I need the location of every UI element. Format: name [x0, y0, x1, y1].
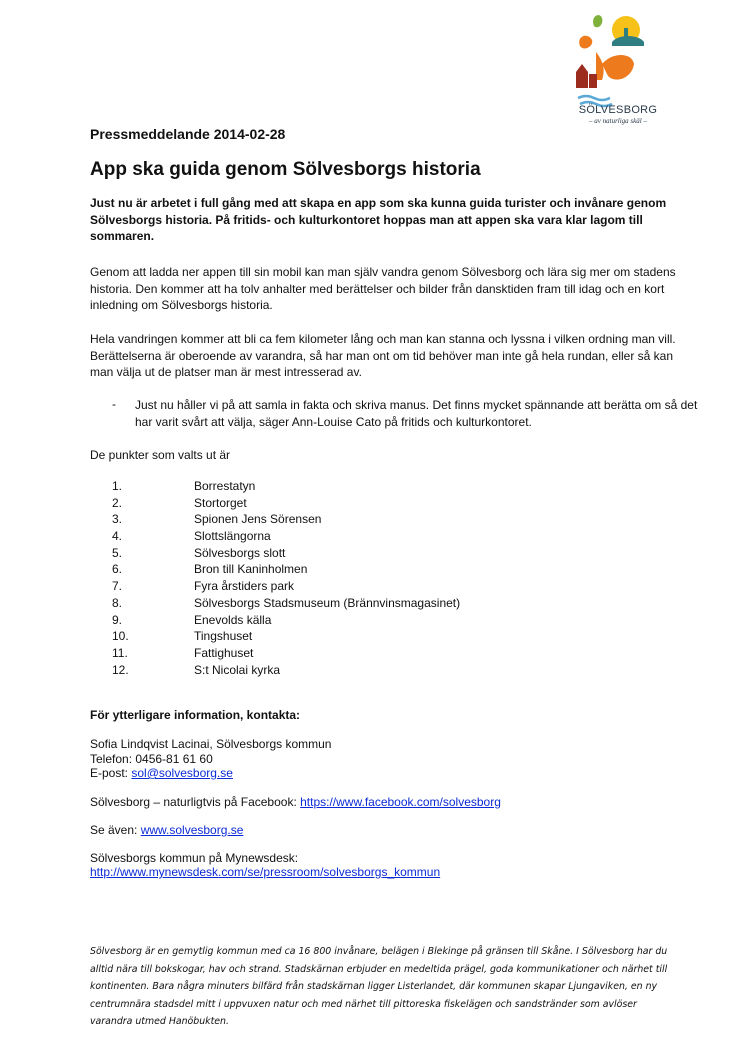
list-item-text: Spionen Jens Sörensen: [194, 512, 322, 527]
list-item-number: 12.: [112, 662, 129, 677]
quote-dash: -: [112, 397, 116, 411]
list-item-text: Enevolds källa: [194, 612, 272, 627]
list-item-number: 6.: [112, 562, 123, 577]
footer-about-text: Sölvesborg är en gemytlig kommun med ca 16 800 invånare, belägen i Blekinge på gränsen till Skåne. I Sölvesborg har du alltid nära till bokskogar, hav och strand. Stadskärnan erbjuder en medeltida prägel, goda kommunikationer och närhet till kontinenten. Bara några minuters bilfärd från stadskärnan ligger Listerlandet, där kommunen skapar Ljungaviken, en ny centrumnära stadsdel mitt i uppvuxen natur och med närhet till pittoreska fiskelägen och sandstränder som avlöser varandra utmed Hanöbukten.: [90, 946, 668, 1027]
list-intro: De punkter som valts ut är: [90, 448, 231, 462]
see-also-label: Se även:: [90, 823, 141, 837]
facebook-line: [90, 794, 501, 810]
list-item-number: 10.: [112, 629, 129, 644]
list-item-number: 7.: [112, 579, 123, 594]
list-item-number: 5.: [112, 545, 123, 560]
contact-heading: För ytterligare information, kontakta:: [90, 708, 301, 722]
list-item-text: Sölvesborgs slott: [194, 545, 286, 560]
list-item-number: 1.: [112, 479, 123, 493]
list-item-text: Bron till Kaninholmen: [194, 562, 308, 577]
list-item-text: Sölvesborgs Stadsmuseum (Brännvinsmagasinet): [194, 595, 461, 610]
contact-name: Sofia Lindqvist Lacinai, Sölvesborgs kommun: [90, 737, 332, 751]
list-item-text: Fyra årstiders park: [194, 579, 295, 594]
website-link[interactable]: www.solvesborg.se: [140, 823, 244, 837]
press-release-label: Pressmeddelande 2014-02-28: [90, 126, 286, 142]
contact-email-label: E-post:: [90, 766, 132, 780]
list-item-number: 8.: [112, 595, 123, 610]
list-item-text: Fattighuset: [194, 645, 254, 660]
contact-email-line: [90, 765, 233, 781]
list-item-number: 4.: [112, 529, 123, 544]
logo-tagline: – av naturliga skäl –: [589, 117, 647, 125]
list-item-number: 2.: [112, 495, 123, 510]
list-item-number: 3.: [112, 512, 123, 527]
list-item-number: 11.: [112, 645, 128, 660]
mynewsdesk-link[interactable]: http://www.mynewsdesk.com/se/pressroom/solvesborgs_kommun: [90, 865, 441, 879]
list-item-text: Stortorget: [194, 495, 247, 510]
quote-paragraph: Just nu håller vi på att samla in fakta och skriva manus. Det finns mycket spännande att berätta om så det har varit svårt att välja, säger Ann-Louise Cato på fritids och kulturkontoret.: [135, 398, 698, 429]
page-title: App ska guida genom Sölvesborgs historia: [90, 159, 481, 180]
facebook-label: Sölvesborg – naturligtvis på Facebook:: [90, 795, 301, 809]
list-item-text: Tingshuset: [194, 629, 253, 644]
list-item-number: 9.: [112, 612, 123, 627]
contact-email-link[interactable]: sol@solvesborg.se: [131, 766, 233, 780]
body-paragraph-2: Hela vandringen kommer att bli ca fem kilometer lång och man kan stanna och lyssna i vilken ordning man vill. Berättelserna är oberoende av varandra, så har man ont om tid behöver man inte gå hela rundan, eller så kan man välja ut de platser man är mest intresserad av.: [90, 332, 676, 379]
contact-phone: Telefon: 0456-81 61 60: [90, 752, 213, 766]
list-item-text: Slottslängorna: [194, 529, 271, 544]
lead-paragraph: Just nu är arbetet i full gång med att skapa en app som ska kunna guida turister och invånare genom Sölvesborgs historia. På fritids- och kulturkontoret hoppas man att appen ska vara klar lagom till sommaren.: [90, 196, 667, 243]
facebook-link[interactable]: https://www.facebook.com/solvesborg: [300, 795, 501, 809]
body-paragraph-1: Genom att ladda ner appen till sin mobil kan man själv vandra genom Sölvesborg och lära sig mer om stadens historia. Den kommer att ha tolv anhalter med berättelser och bilder från dansktiden fram till idag och en kort inledning om Sölvesborgs historia.: [90, 265, 676, 312]
mynewsdesk-link-line: [90, 864, 440, 880]
see-also-line: [90, 822, 243, 838]
list-item-text: S:t Nicolai kyrka: [194, 662, 281, 677]
logo-name: SÖLVESBORG: [578, 104, 658, 116]
list-item-text: Borrestatyn: [194, 479, 256, 493]
mynewsdesk-label: Sölvesborgs kommun på Mynewsdesk:: [90, 851, 299, 865]
